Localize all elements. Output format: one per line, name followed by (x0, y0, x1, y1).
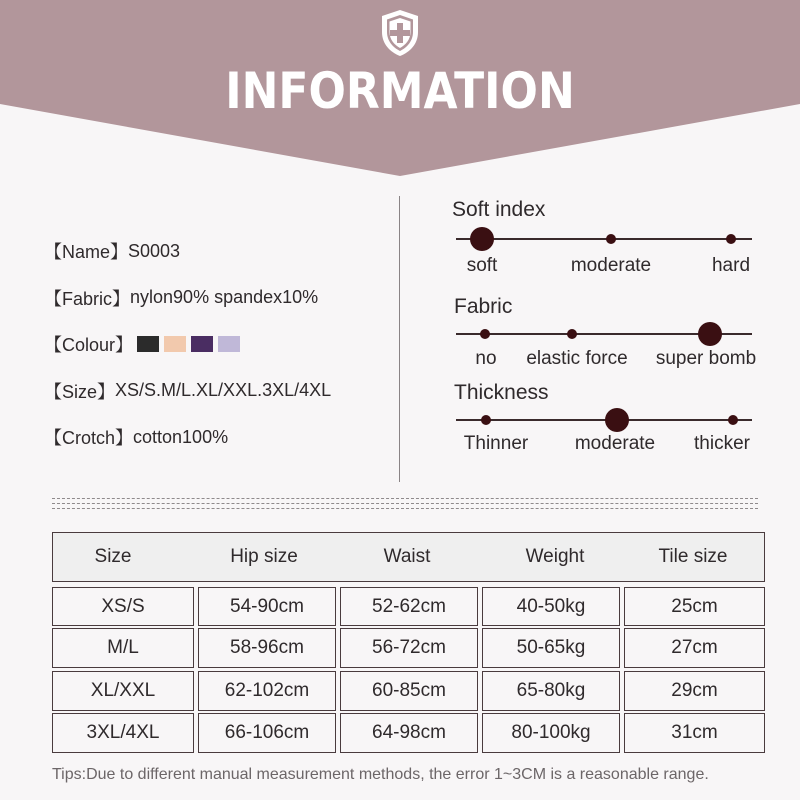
table-cell: 65-80kg (482, 671, 620, 711)
table-cell: 62-102cm (198, 671, 336, 711)
soft-index-label-soft: soft (466, 255, 498, 276)
table-header-cell: Waist (383, 546, 431, 567)
fabric-label-super-bomb: super bomb (655, 348, 757, 369)
thickness-marker-thinner (481, 415, 491, 425)
table-row (52, 628, 765, 668)
fabric-value: nylon90% spandex10% (130, 287, 319, 308)
size-row (44, 368, 384, 415)
table-cell: 25cm (624, 587, 765, 626)
fabric-label-no: no (475, 348, 497, 369)
table-cell: 58-96cm (198, 628, 336, 668)
table-header-cell: Tile size (658, 546, 728, 567)
table-row (52, 587, 765, 626)
page-title: INFORMATION (225, 62, 575, 120)
table-header-cell: Hip size (230, 546, 298, 567)
crotch-value: cotton100% (133, 426, 229, 447)
table-cell: 31cm (624, 713, 765, 753)
table-cell: 66-106cm (198, 713, 336, 753)
crotch-label: 【Crotch】 (44, 428, 134, 449)
table-cell: M/L (52, 628, 194, 668)
vertical-divider (399, 196, 400, 482)
product-info (44, 228, 384, 461)
fabric-row (44, 275, 384, 322)
name-value: S0003 (128, 240, 181, 261)
thickness-label-thinner: Thinner (463, 433, 529, 454)
dashed-divider (52, 498, 758, 499)
thickness-label-thicker: thicker (694, 433, 750, 454)
colour-swatch (164, 336, 186, 352)
soft-index-marker-moderate (606, 234, 616, 244)
table-cell: XL/XXL (52, 671, 194, 711)
name-label: 【Name】 (44, 242, 129, 263)
fabric-label-elastic-force: elastic force (526, 348, 628, 369)
table-cell: 56-72cm (340, 628, 478, 668)
table-cell: 52-62cm (340, 587, 478, 626)
table-cell: 40-50kg (482, 587, 620, 626)
thickness-label-moderate: moderate (574, 433, 656, 454)
colour-swatches (137, 336, 245, 352)
crotch-row (44, 414, 384, 461)
table-cell: 3XL/4XL (52, 713, 194, 753)
table-cell: 80-100kg (482, 713, 620, 753)
thickness-title: Thickness (454, 381, 549, 404)
table-cell: XS/S (52, 587, 194, 626)
soft-index-marker-hard (726, 234, 736, 244)
fabric-marker-no (480, 329, 490, 339)
size-value: XS/S.M/L.XL/XXL.3XL/4XL (115, 380, 332, 401)
colour-row (44, 321, 384, 368)
soft-index-title: Soft index (452, 198, 546, 221)
table-cell: 64-98cm (340, 713, 478, 753)
fabric-scale-title: Fabric (454, 295, 513, 318)
table-cell: 29cm (624, 671, 765, 711)
dashed-divider (52, 508, 758, 509)
fabric-label: 【Fabric】 (44, 288, 131, 309)
size-label: 【Size】 (44, 381, 116, 402)
table-cell: 50-65kg (482, 628, 620, 668)
colour-swatch (137, 336, 159, 352)
table-row (52, 671, 765, 711)
soft-index-marker-soft (470, 227, 494, 251)
thickness-marker-moderate (605, 408, 629, 432)
soft-index-line (456, 238, 752, 240)
soft-index-label-moderate: moderate (570, 255, 652, 276)
thickness-marker-thicker (728, 415, 738, 425)
colour-label: 【Colour】 (44, 335, 134, 356)
soft-index-label-hard: hard (711, 255, 751, 276)
name-row (44, 228, 384, 275)
size-table-header (52, 532, 765, 582)
thickness-line (456, 419, 752, 421)
table-header-cell: Size (94, 546, 132, 567)
shield-cross-icon (378, 8, 422, 58)
table-cell: 27cm (624, 628, 765, 668)
table-cell: 54-90cm (198, 587, 336, 626)
dashed-divider (52, 503, 758, 504)
fabric-marker-elastic (567, 329, 577, 339)
colour-swatch (191, 336, 213, 352)
table-header-cell: Weight (525, 546, 585, 567)
tips-note: Tips:Due to different manual measurement methods, the error 1~3CM is a reasonable range. (52, 766, 709, 783)
table-row (52, 713, 765, 753)
colour-swatch (218, 336, 240, 352)
fabric-marker-super-bomb (698, 322, 722, 346)
table-cell: 60-85cm (340, 671, 478, 711)
